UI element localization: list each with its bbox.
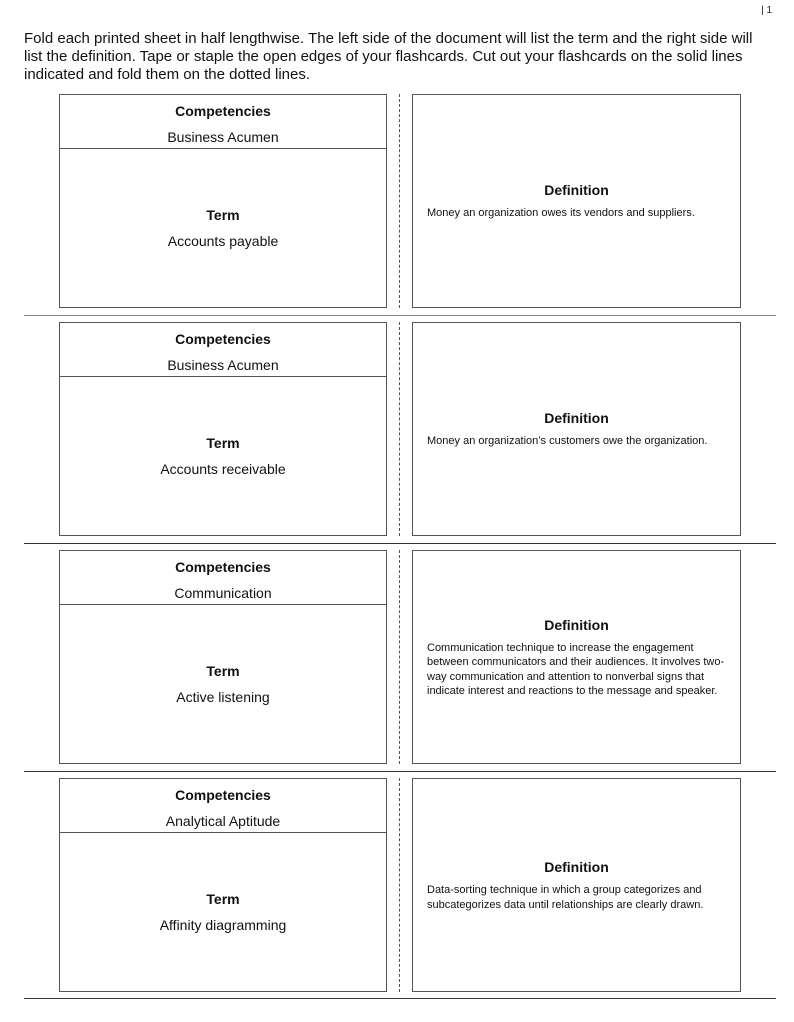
term-section <box>60 149 386 307</box>
fold-line <box>399 94 400 308</box>
cut-line <box>24 998 776 999</box>
term-card <box>59 550 387 764</box>
competencies-heading: Competencies <box>175 559 271 575</box>
cut-line <box>24 543 776 544</box>
term-card <box>59 322 387 536</box>
competency-value: Business Acumen <box>167 357 279 373</box>
definition-text: Communication technique to increase the engagement between communicators and their audiences. It involves two-way communication and attention to nonverbal signs that indicate interest and reactions to the message and speaker. <box>427 641 725 697</box>
competency-value: Business Acumen <box>167 129 279 145</box>
competencies-section <box>60 95 386 149</box>
term-section <box>60 377 386 535</box>
competency-value: Communication <box>174 585 272 601</box>
term-card <box>59 94 387 308</box>
term-value: Affinity diagramming <box>159 917 287 933</box>
competencies-heading: Competencies <box>175 103 271 119</box>
term-heading: Term <box>206 663 240 679</box>
term-section <box>60 605 386 763</box>
definition-heading: Definition <box>544 616 609 633</box>
term-section <box>60 833 386 991</box>
definition-card <box>412 322 741 536</box>
competencies-section <box>60 779 386 833</box>
competency-value: Analytical Aptitude <box>165 813 281 829</box>
fold-line <box>399 778 400 992</box>
flashcard-row <box>0 550 794 778</box>
term-value: Accounts receivable <box>160 461 286 477</box>
definition-card <box>412 94 741 308</box>
competencies-heading: Competencies <box>175 787 271 803</box>
definition-text: Money an organization owes its vendors and suppliers. <box>427 207 695 220</box>
competencies-section <box>60 551 386 605</box>
term-value: Active listening <box>176 689 270 705</box>
definition-card <box>412 550 741 764</box>
definition-heading: Definition <box>544 859 609 875</box>
term-heading: Term <box>206 435 240 451</box>
flashcard-row <box>0 778 794 1006</box>
flashcard-row <box>0 94 794 322</box>
definition-heading: Definition <box>544 182 609 199</box>
flashcard-row <box>0 322 794 550</box>
term-heading: Term <box>206 891 240 907</box>
cut-line <box>24 771 776 772</box>
competencies-section <box>60 323 386 377</box>
competencies-heading: Competencies <box>175 331 271 347</box>
instructions-text: Fold each printed sheet in half lengthwise. The left side of the document will list the term and the right side will list the definition. Tape or staple the open edges of your flashcards. Cut out your flashcards on the solid lines indicated and fold them on the dotted lines. <box>24 30 753 83</box>
definition-text: Money an organization’s customers owe the organization. <box>427 435 708 448</box>
page-number: | 1 <box>761 5 772 16</box>
definition-card <box>412 778 741 992</box>
term-card <box>59 778 387 992</box>
cut-line <box>24 315 776 316</box>
definition-text: Data-sorting technique in which a group categorizes and subcategorizes data until relationships are clearly drawn. <box>427 884 704 911</box>
definition-heading: Definition <box>544 410 609 427</box>
fold-line <box>399 322 400 536</box>
term-heading: Term <box>206 207 240 223</box>
fold-line <box>399 550 400 764</box>
term-value: Accounts payable <box>167 233 279 249</box>
